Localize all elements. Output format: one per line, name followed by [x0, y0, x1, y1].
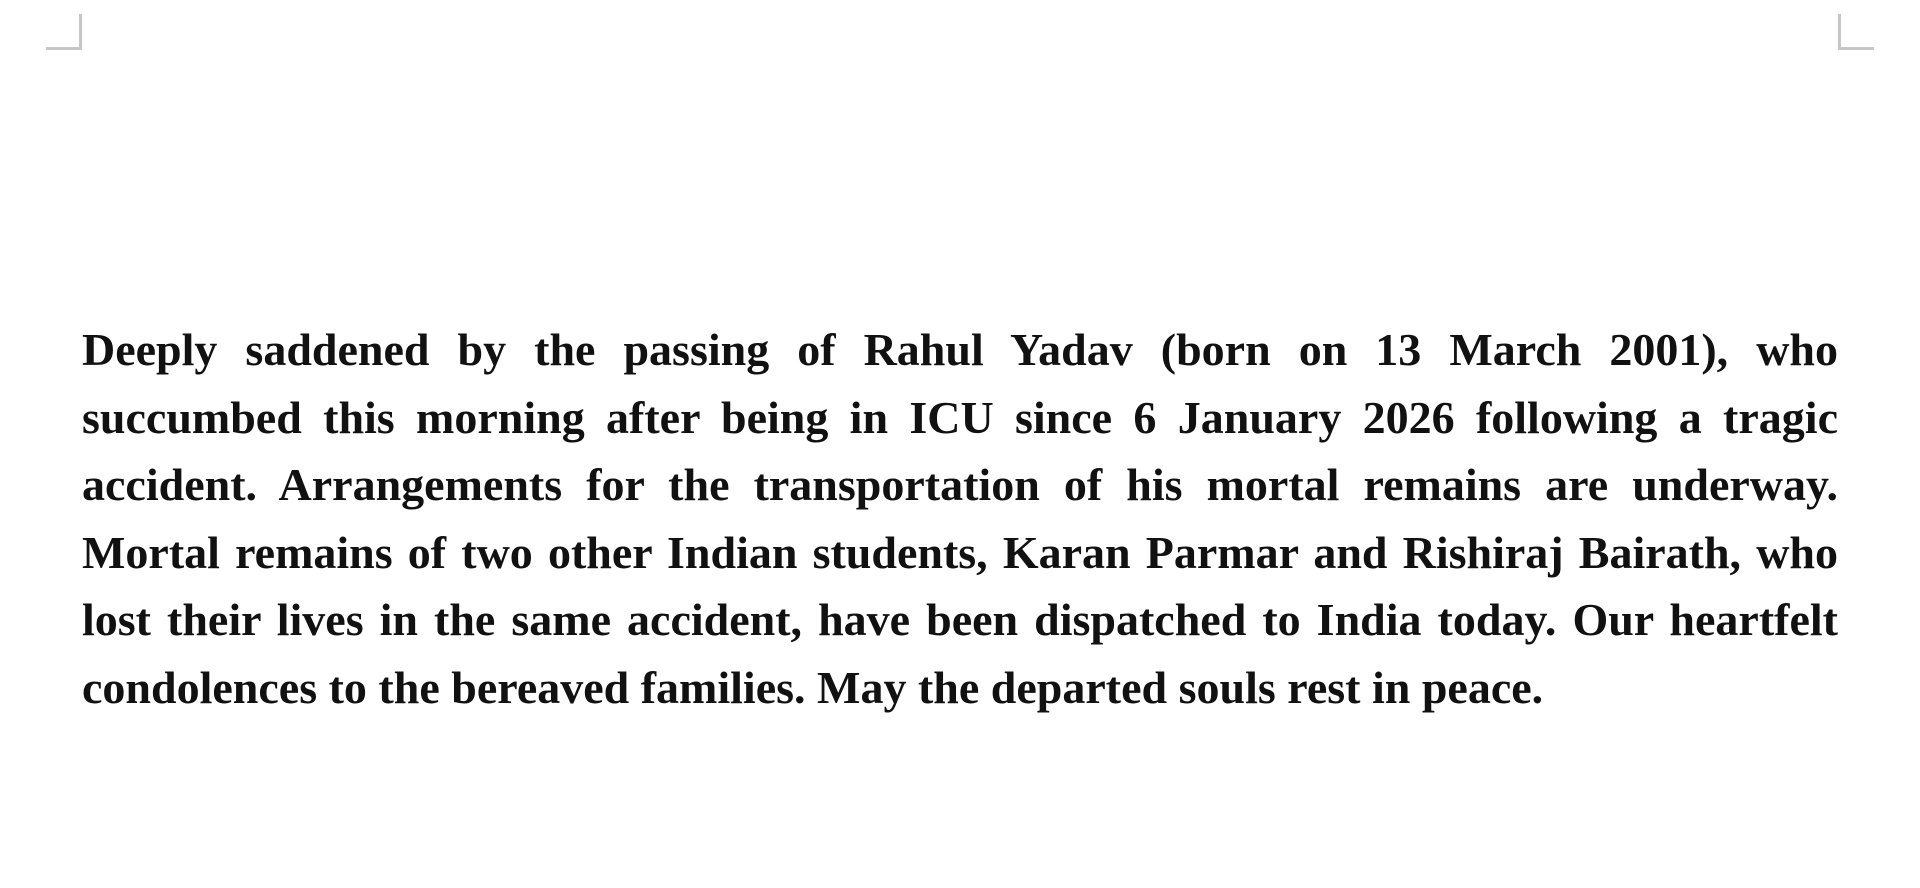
top-left-margin-marker	[46, 14, 82, 50]
condolence-paragraph: Deeply saddened by the passing of Rahul Yadav (born on 13 March 2001), who succumbed this morning after being in ICU since 6 January 2026 following a tragic accident. Arrangements for the transportation of his mortal remains are underway. Mortal remains of two other Indian students, Karan Parmar and Rishiraj Bairath, who lost their lives in the same accident, have been dispatched to India today. Our heartfelt condolences to the bereaved families. May the departed souls rest in peace.	[82, 324, 1838, 713]
top-right-margin-marker	[1838, 14, 1874, 50]
